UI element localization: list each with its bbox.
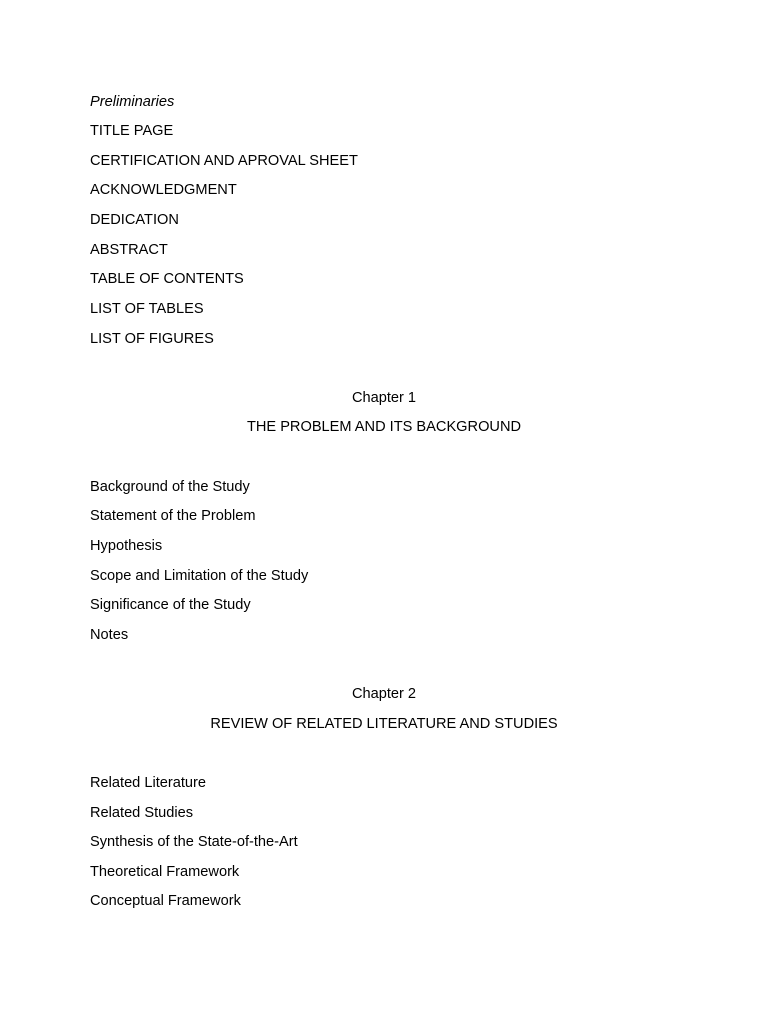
preliminaries-item-dedication: DEDICATION [90, 212, 179, 228]
chapter1-item-background: Background of the Study [90, 479, 250, 495]
chapter2-item-related-studies: Related Studies [90, 805, 194, 821]
preliminaries-item-abstract: ABSTRACT [90, 242, 168, 258]
preliminaries-item-acknowledgment: ACKNOWLEDGMENT [90, 182, 237, 198]
chapter2-label: Chapter 2 [351, 686, 417, 702]
chapter1-item-significance: Significance of the Study [90, 597, 251, 613]
preliminaries-item-list-of-tables: LIST OF TABLES [90, 301, 204, 317]
chapter2-title: REVIEW OF RELATED LITERATURE AND STUDIES [210, 716, 558, 732]
chapter2-item-theoretical: Theoretical Framework [90, 864, 240, 880]
chapter1-item-scope: Scope and Limitation of the Study [90, 568, 309, 584]
chapter1-title: THE PROBLEM AND ITS BACKGROUND [246, 419, 522, 435]
chapter1-item-statement: Statement of the Problem [90, 508, 256, 524]
preliminaries-item-title-page: TITLE PAGE [90, 123, 174, 139]
chapter2-item-synthesis: Synthesis of the State-of-the-Art [90, 834, 298, 850]
chapter1-item-notes: Notes [90, 627, 129, 643]
preliminaries-item-list-of-figures: LIST OF FIGURES [90, 331, 214, 347]
chapter2-item-related-literature: Related Literature [90, 775, 207, 791]
chapter1-label: Chapter 1 [351, 390, 417, 406]
chapter1-item-hypothesis: Hypothesis [90, 538, 163, 554]
preliminaries-heading: Preliminaries [90, 94, 175, 110]
chapter2-item-conceptual: Conceptual Framework [90, 893, 241, 909]
preliminaries-item-toc: TABLE OF CONTENTS [90, 271, 244, 287]
preliminaries-item-certification: CERTIFICATION AND APROVAL SHEET [90, 153, 358, 169]
